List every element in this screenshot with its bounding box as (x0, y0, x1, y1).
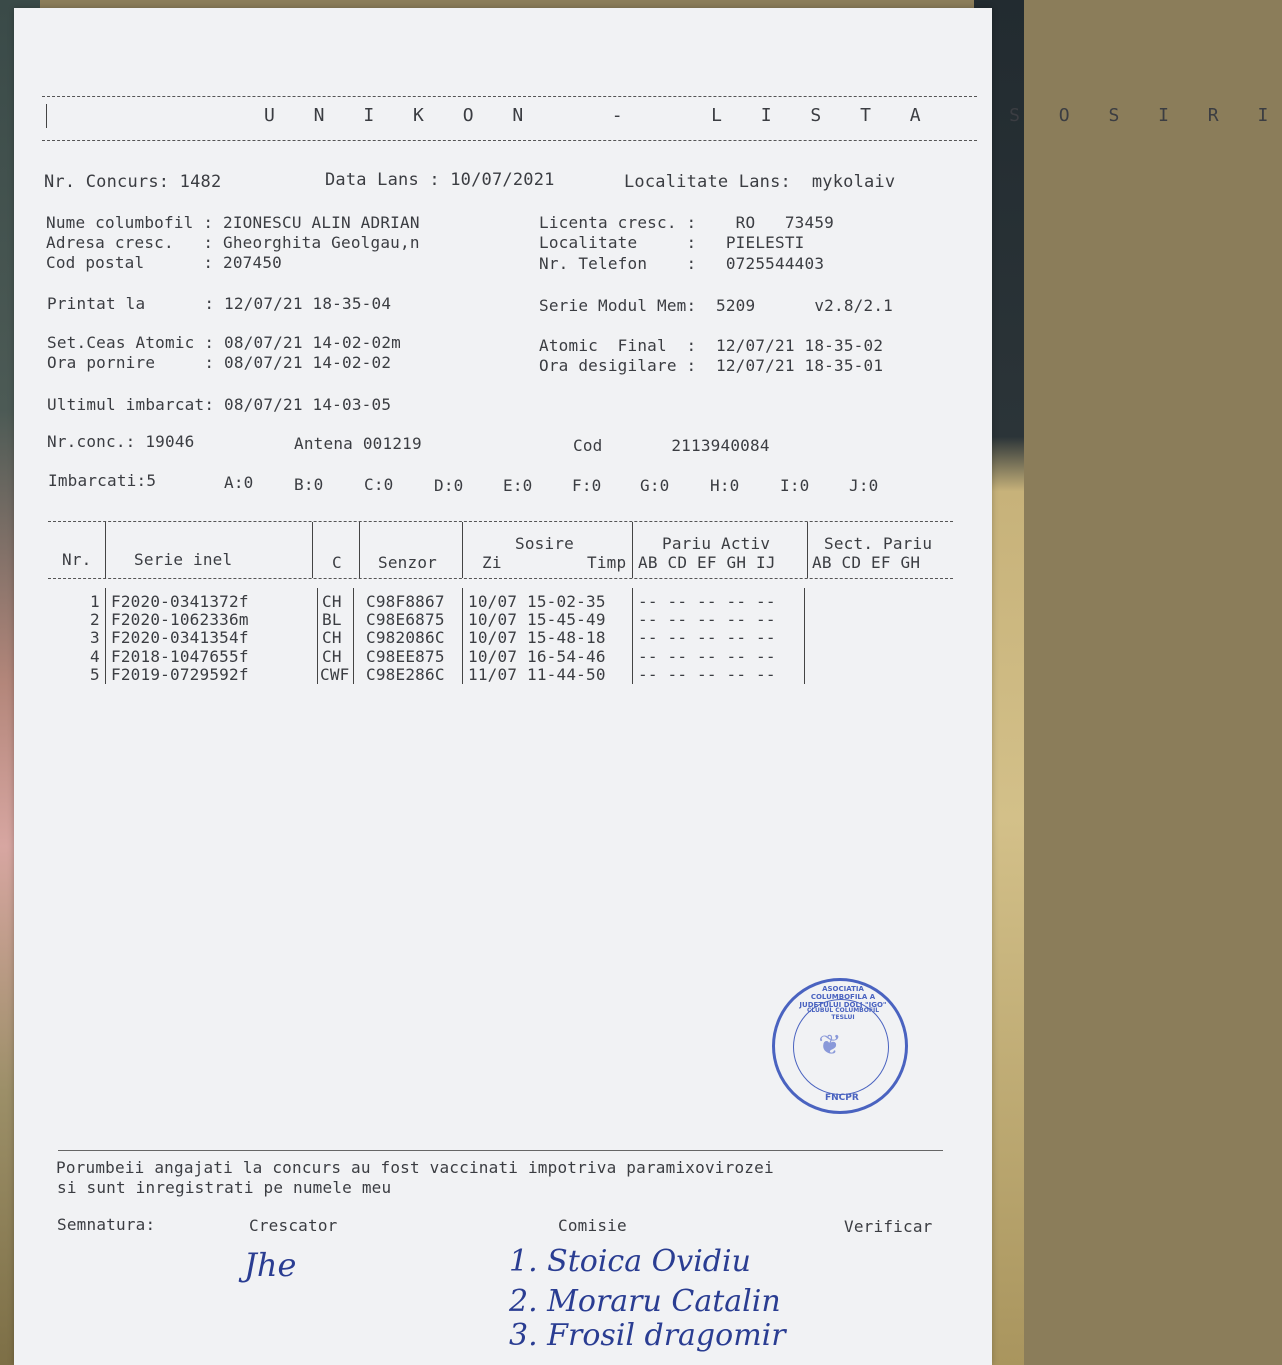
printed-at: Printat la : 12/07/21 18-35-04 (47, 294, 392, 313)
owner-locality: Localitate : PIELESTI (539, 233, 805, 252)
boarded-total: Imbarcati:5 (48, 471, 157, 490)
title-left-border (46, 104, 47, 128)
code: Cod 2113940084 (573, 436, 770, 455)
col-header-sect-sub: AB CD EF GH (812, 553, 921, 572)
row-serie: F2018-1047655f (111, 647, 249, 666)
row-serie: F2020-0341354f (111, 628, 249, 647)
row-serie: F2020-1062336m (111, 610, 249, 629)
document-title: U N I K O N - L I S T A S O S I R I (264, 105, 1282, 126)
memory-module-serial: Serie Modul Mem: 5209 v2.8/2.1 (539, 296, 893, 315)
col-sep-3-head (359, 522, 360, 578)
col-header-pariu: Pariu Activ (662, 534, 771, 553)
commission-member-2: 2. Moraru Catalin (509, 1284, 781, 1319)
verifier-label: Verificar (844, 1217, 933, 1236)
col-sep-6-head (807, 522, 808, 578)
row-pariu: -- -- -- -- -- (638, 628, 776, 647)
col-sep-3 (353, 588, 354, 684)
stamp-inner-text: CLUBUL COLUMBOFIL TESLUI (806, 1007, 880, 1021)
group-c: C:0 (364, 475, 394, 494)
group-a: A:0 (224, 473, 254, 492)
concurs-number: Nr. Concurs: 1482 (44, 172, 222, 192)
unseal-time: Ora desigilare : 12/07/21 18-35-01 (539, 356, 884, 375)
col-header-pariu-sub: AB CD EF GH IJ (638, 553, 776, 572)
col-header-sosire: Sosire (515, 534, 574, 553)
association-stamp (772, 978, 908, 1114)
start-time: Ora pornire : 08/07/21 14-02-02 (47, 353, 392, 372)
row-c: CWF (320, 665, 350, 684)
last-boarded: Ultimul imbarcat: 08/07/21 14-03-05 (47, 395, 392, 414)
breeder-signature: Jhe (244, 1246, 297, 1284)
stamp-bottom-text: FNCPR (825, 1093, 859, 1103)
row-c: CH (322, 592, 342, 611)
group-g: G:0 (640, 476, 670, 495)
dove-icon: ❦ (819, 1023, 840, 1063)
group-d: D:0 (434, 476, 464, 495)
commission-member-3: 3. Frosil dragomir (509, 1318, 786, 1353)
stamp-outer-text: ASOCIATIA COLUMBOFILA A JUDETULUI DOLJ "IGO" (799, 985, 887, 1009)
row-c: CH (322, 647, 342, 666)
col-sep-4 (462, 588, 463, 684)
commission-label: Comisie (558, 1216, 627, 1235)
row-senzor: C98F8867 (366, 592, 445, 611)
group-h: H:0 (710, 476, 740, 495)
table-top-rule (48, 521, 953, 522)
row-senzor: C98EE875 (366, 647, 445, 666)
col-sep-2 (317, 588, 318, 684)
col-header-senzor: Senzor (378, 553, 437, 572)
atomic-clock-set: Set.Ceas Atomic : 08/07/21 14-02-02m (47, 333, 401, 352)
document-sheet (14, 8, 1282, 1365)
row-senzor: C98E6875 (366, 610, 445, 629)
launch-location: Localitate Lans: mykolaiv (624, 172, 896, 192)
row-pariu: -- -- -- -- -- (638, 592, 776, 611)
signature-label: Semnatura: (57, 1215, 156, 1234)
col-sep-5-head (632, 522, 633, 578)
group-j: J:0 (849, 476, 879, 495)
group-i: I:0 (780, 476, 810, 495)
contest-number: Nr.conc.: 19046 (47, 432, 195, 451)
group-f: F:0 (572, 476, 602, 495)
row-c: BL (322, 610, 342, 629)
row-nr: 5 (90, 665, 100, 684)
antenna: Antena 001219 (294, 434, 422, 453)
col-header-sect: Sect. Pariu (824, 534, 933, 553)
row-c: CH (322, 628, 342, 647)
row-sosire: 10/07 16-54-46 (468, 647, 606, 666)
row-nr: 3 (90, 628, 100, 647)
col-header-nr: Nr. (62, 550, 92, 569)
atomic-final: Atomic Final : 12/07/21 18-35-02 (539, 336, 884, 355)
group-e: E:0 (503, 476, 533, 495)
col-sep-1 (105, 588, 106, 684)
owner-postal-code: Cod postal : 207450 (46, 253, 282, 272)
footer-rule (58, 1150, 943, 1151)
row-nr: 2 (90, 610, 100, 629)
row-sosire: 10/07 15-45-49 (468, 610, 606, 629)
row-sosire: 10/07 15-48-18 (468, 628, 606, 647)
row-pariu: -- -- -- -- -- (638, 610, 776, 629)
launch-date: Data Lans : 10/07/2021 (325, 170, 555, 190)
table-header-rule (48, 578, 953, 579)
col-header-zi: Zi (482, 553, 502, 572)
vaccination-note-line2: si sunt inregistrati pe numele meu (57, 1178, 392, 1197)
row-senzor: C982086C (366, 628, 445, 647)
col-header-timp: Timp (587, 553, 627, 572)
row-nr: 1 (90, 592, 100, 611)
owner-phone: Nr. Telefon : 0725544403 (539, 254, 825, 273)
row-serie: F2020-0341372f (111, 592, 249, 611)
title-top-rule (42, 96, 977, 97)
group-b: B:0 (294, 475, 324, 494)
owner-address: Adresa cresc. : Gheorghita Geolgau,n (46, 233, 420, 252)
owner-name: Nume columbofil : 2IONESCU ALIN ADRIAN (46, 213, 420, 232)
row-senzor: C98E286C (366, 665, 445, 684)
col-sep-2-head (312, 522, 313, 578)
col-sep-4-head (462, 522, 463, 578)
row-pariu: -- -- -- -- -- (638, 647, 776, 666)
vaccination-note-line1: Porumbeii angajati la concurs au fost vaccinati impotriva paramixovirozei (56, 1158, 774, 1177)
owner-license: Licenta cresc. : RO 73459 (539, 213, 834, 232)
commission-member-1: 1. Stoica Ovidiu (509, 1244, 751, 1279)
col-sep-6 (804, 588, 805, 684)
row-nr: 4 (90, 647, 100, 666)
col-sep-5 (632, 588, 633, 684)
row-serie: F2019-0729592f (111, 665, 249, 684)
col-sep-1-head (105, 522, 106, 578)
title-bottom-rule (42, 140, 977, 141)
breeder-label: Crescator (249, 1216, 338, 1235)
row-sosire: 11/07 11-44-50 (468, 665, 606, 684)
row-sosire: 10/07 15-02-35 (468, 592, 606, 611)
col-header-c: C (332, 553, 342, 572)
col-header-serie: Serie inel (134, 550, 233, 569)
row-pariu: -- -- -- -- -- (638, 665, 776, 684)
